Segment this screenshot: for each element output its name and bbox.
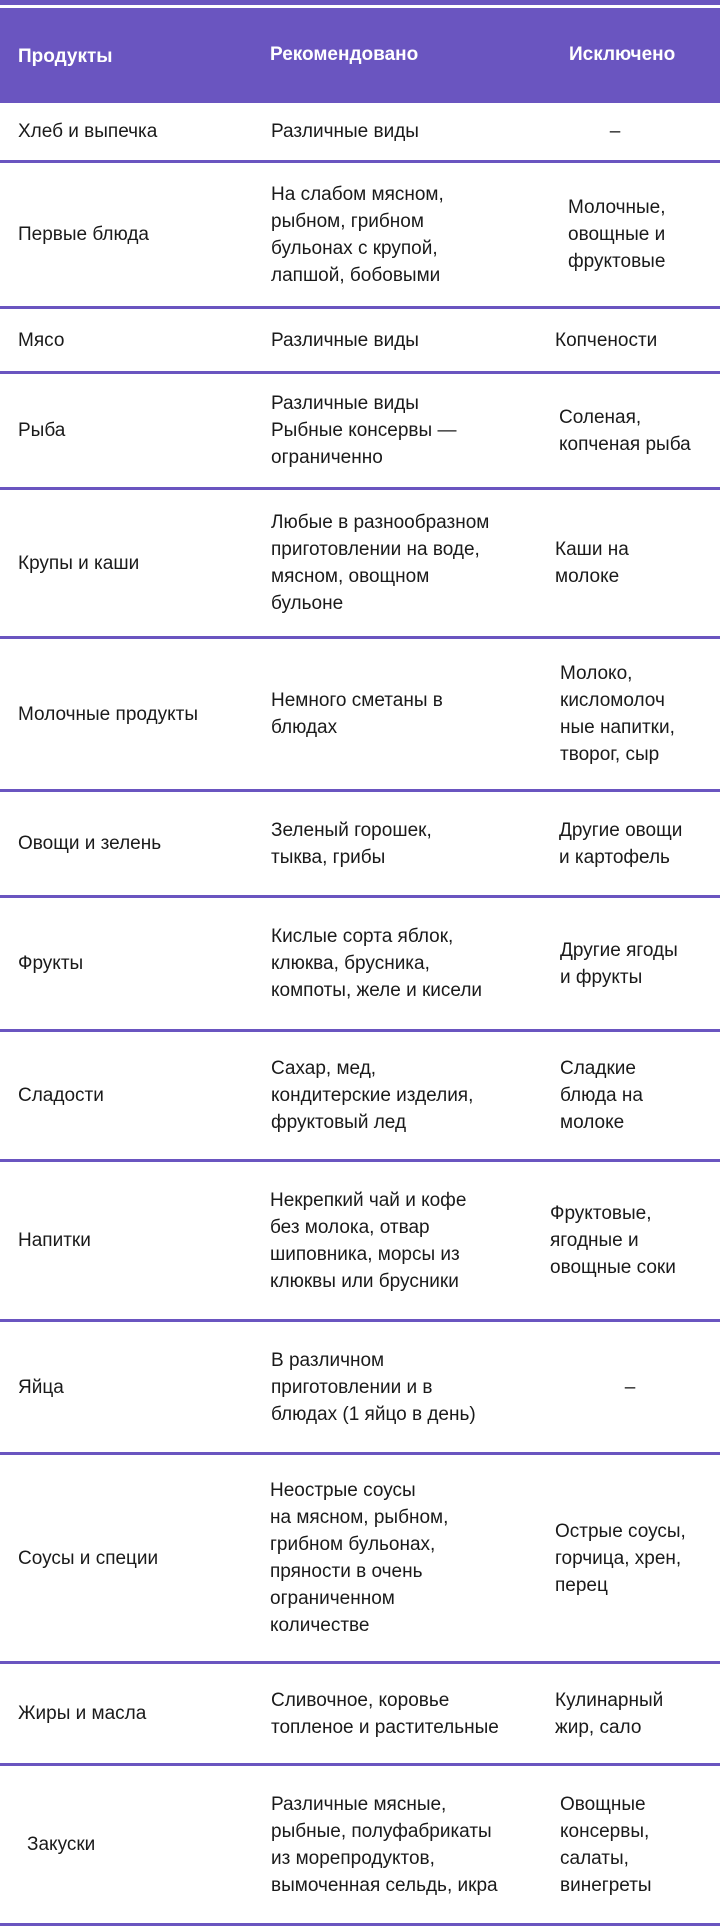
recommended-cell: Кислые сорта яблок, клюква, брусника, компоты, желе и кисели: [271, 926, 483, 1001]
product-cell: Крупы и каши: [18, 552, 140, 574]
header-recommended: Рекомендовано: [270, 44, 419, 65]
table-row: [0, 1664, 720, 1766]
header-products: Продукты: [18, 46, 113, 67]
excluded-cell: Молоко, кисломолоч ные напитки, творог, сыр: [560, 663, 675, 765]
table-row: [0, 309, 720, 374]
recommended-cell: Зеленый горошек, тыква, грибы: [271, 819, 432, 868]
recommended-cell: Различные виды Рыбные консервы — ограниченно: [271, 393, 457, 468]
recommended-cell: Некрепкий чай и кофе без молока, отвар шиповника, морсы из клюквы или брусники: [270, 1189, 467, 1292]
table-row: [0, 1322, 720, 1455]
table-row: [0, 639, 720, 792]
recommended-cell: Неострые соусы на мясном, рыбном, грибном бульонах, пряности в очень ограниченном количестве: [270, 1480, 449, 1636]
product-cell: Яйца: [18, 1376, 64, 1398]
product-cell: Фрукты: [18, 953, 84, 974]
product-cell: Первые блюда: [18, 224, 149, 245]
recommended-cell: Любые в разнообразном приготовлении на воде, мясном, овощном бульоне: [271, 512, 490, 614]
table-row: [0, 1162, 720, 1322]
product-cell: Сладости: [18, 1085, 104, 1106]
excluded-cell: Другие ягоды и фрукты: [560, 939, 678, 988]
table-header: [0, 8, 720, 103]
table-row: [0, 792, 720, 898]
header-excluded: Исключено: [569, 44, 676, 65]
table-row: [0, 163, 720, 309]
product-cell: Овощи и зелень: [18, 833, 162, 854]
recommended-cell: На слабом мясном, рыбном, грибном бульонах с крупой, лапшой, бобовыми: [271, 183, 444, 286]
table-row: [0, 1455, 720, 1664]
table-row: [0, 490, 720, 639]
excluded-cell: Фруктовые, ягодные и овощные соки: [550, 1203, 676, 1278]
excluded-cell: Острые соусы, горчица, хрен, перец: [555, 1520, 686, 1596]
recommended-cell: Различные виды: [271, 329, 419, 351]
product-cell: Мясо: [18, 329, 65, 351]
product-cell: Жиры и масла: [18, 1703, 147, 1724]
excluded-cell: Каши на молоке: [555, 539, 629, 587]
excluded-cell: Другие овощи и картофель: [559, 819, 683, 868]
excluded-cell: Молочные, овощные и фруктовые: [568, 197, 666, 272]
product-cell: Соусы и специи: [18, 1547, 159, 1569]
product-cell: Хлеб и выпечка: [18, 121, 158, 142]
recommended-cell: Немного сметаны в блюдах: [271, 690, 443, 738]
product-cell: Закуски: [27, 1834, 96, 1855]
product-cell: Молочные продукты: [18, 703, 199, 725]
top-accent-line: [0, 0, 720, 5]
recommended-cell: Сахар, мед, кондитерские изделия, фруктовый лед: [271, 1058, 474, 1133]
product-cell: Рыба: [18, 420, 66, 441]
table-row: [0, 1766, 720, 1926]
table-row: [0, 374, 720, 490]
excluded-cell: –: [609, 121, 621, 142]
recommended-cell: Различные мясные, рыбные, полуфабрикаты из морепродуктов, вымоченная сельдь, икра: [271, 1793, 498, 1896]
excluded-cell: Сладкие блюда на молоке: [560, 1058, 643, 1133]
excluded-cell: Соленая, копченая рыба: [559, 406, 691, 455]
table-row: [0, 103, 720, 163]
recommended-cell: Сливочное, коровье топленое и растительные: [271, 1689, 499, 1738]
recommended-cell: Различные виды: [271, 121, 419, 142]
product-cell: Напитки: [18, 1230, 91, 1251]
table-row: [0, 898, 720, 1032]
excluded-cell: –: [624, 1376, 636, 1398]
recommended-cell: В различном приготовлении и в блюдах (1 яйцо в день): [271, 1349, 476, 1425]
excluded-cell: Копчености: [555, 329, 658, 351]
excluded-cell: Кулинарный жир, сало: [555, 1689, 664, 1738]
excluded-cell: Овощные консервы, салаты, винегреты: [560, 1793, 652, 1896]
table-row: [0, 1032, 720, 1162]
